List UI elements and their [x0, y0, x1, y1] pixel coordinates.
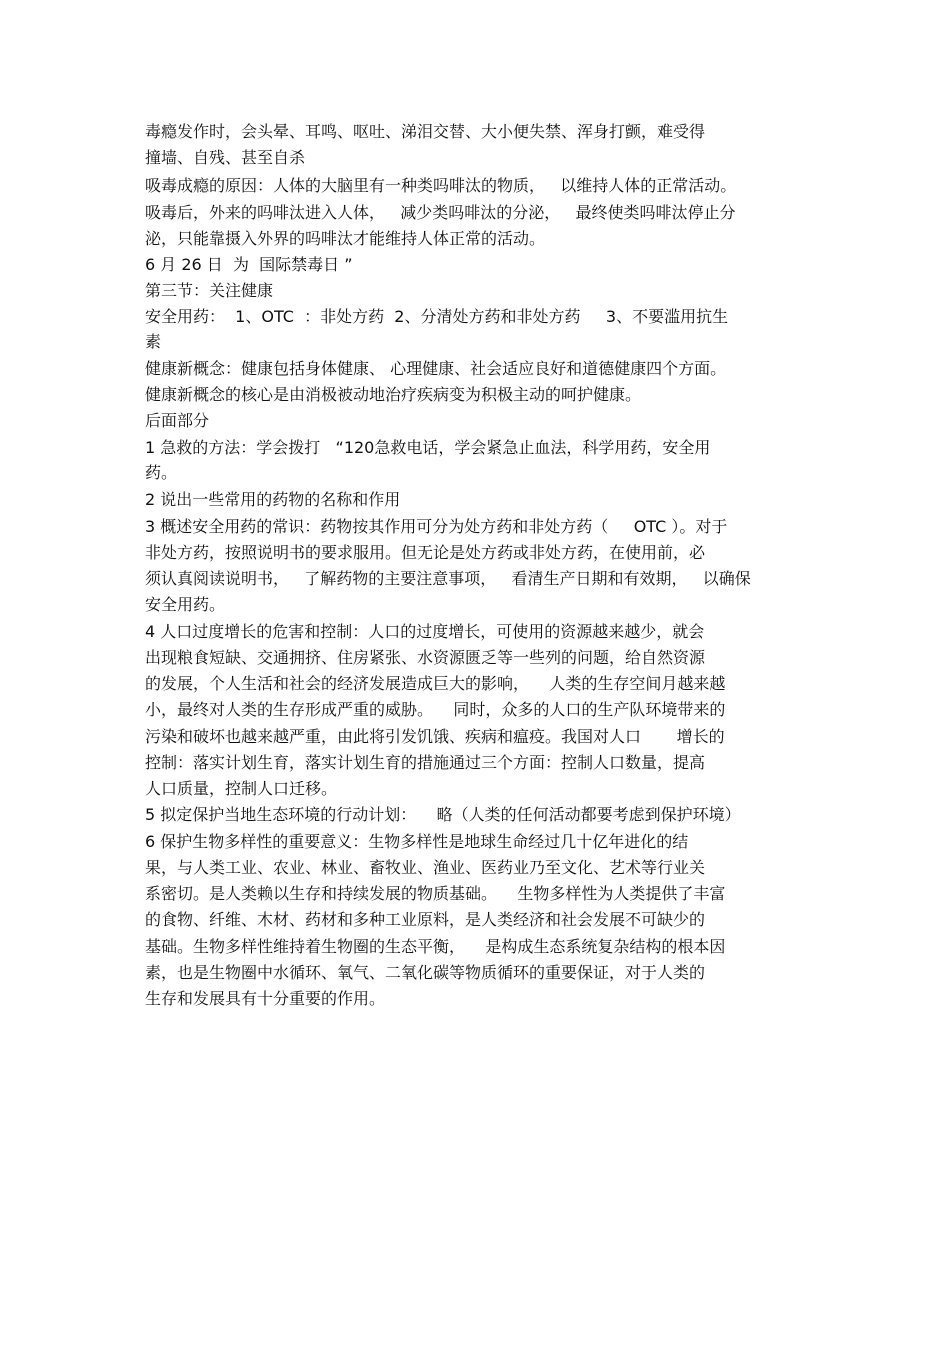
text-line: 健康新概念：健康包括身体健康、 心理健康、社会适应良好和道德健康四个方面。 [145, 359, 727, 378]
text-line: 安全用药。 [145, 595, 226, 614]
text-line: 健康新概念的核心是由消极被动地治疗疾病变为积极主动的呵护健康。 [145, 385, 642, 404]
text-line: 出现粮食短缺、交通拥挤、住房紧张、水资源匮乏等一些列的问题，给自然资源 [145, 648, 706, 667]
text-line: 控制：落实计划生育，落实计划生育的措施通过三个方面：控制人口数量，提高 [145, 753, 706, 772]
text-line: 须认真阅读说明书， 了解药物的主要注意事项， 看清生产日期和有效期， 以确保 [145, 569, 751, 588]
text-line: 系密切。是人类赖以生存和持续发展的物质基础。 生物多样性为人类提供了丰富 [145, 884, 726, 903]
section-heading: 后面部分 [145, 411, 210, 430]
text-line: 2 说出一些常用的药物的名称和作用 [145, 490, 401, 509]
text-line: 3 概述安全用药的常识：药物按其作用可分为处方药和非处方药（ OTC ）。对于 [145, 517, 728, 536]
text-line: 的发展，个人生活和社会的经济发展造成巨大的影响， 人类的生存空间月越来越 [145, 674, 726, 693]
text-line: 的食物、纤维、木材、药材和多种工业原料，是人类经济和社会发展不可缺少的 [145, 910, 706, 929]
text-line: 基础。生物多样性维持着生物圈的生态平衡， 是构成生态系统复杂结构的根本因 [145, 937, 726, 956]
text-line: 毒瘾发作时，会头晕、耳鸣、呕吐、涕泪交替、大小便失禁、浑身打颤，难受得 [145, 122, 706, 141]
text-line: 1 急救的方法：学会拨打 “120急救电话，学会紧急止血法，科学用药，安全用 [145, 438, 711, 457]
section-heading: 第三节：关注健康 [145, 281, 274, 300]
text-line: 小，最终对人类的生存形成严重的威胁。 同时，众多的人口的生产队环境带来的 [145, 700, 726, 719]
text-line: 人口质量，控制人口迁移。 [145, 779, 338, 798]
text-line: 吸毒后，外来的吗啡汰进入人体， 减少类吗啡汰的分泌， 最终使类吗啡汰停止分 [145, 203, 736, 222]
text-line: 4 人口过度增长的危害和控制：人口的过度增长，可使用的资源越来越少，就会 [145, 622, 705, 641]
text-line: 非处方药，按照说明书的要求服用。但无论是处方药或非处方药，在使用前，必 [145, 543, 706, 562]
text-line: 安全用药： 1、OTC ：非处方药 2、分清处方药和非处方药 3、不要滥用抗生 [145, 307, 729, 326]
text-line: 果，与人类工业、农业、林业、畜牧业、渔业、医药业乃至文化、艺术等行业关 [145, 858, 706, 877]
text-line: 吸毒成瘾的原因：人体的大脑里有一种类吗啡汰的物质， 以维持人体的正常活动。 [145, 176, 737, 195]
text-line: 素，也是生物圈中水循环、氧气、二氧化碳等物质循环的重要保证，对于人类的 [145, 963, 706, 982]
text-line: 6 保护生物多样性的重要意义：生物多样性是地球生命经过几十亿年进化的结 [145, 832, 689, 851]
text-line: 6 月 26 日 为 国际禁毒日 ” [145, 255, 353, 274]
text-line: 泌，只能靠摄入外界的吗啡汰才能维持人体正常的活动。 [145, 229, 546, 248]
text-line: 药。 [145, 463, 178, 482]
text-line: 污染和破坏也越来越严重，由此将引发饥饿、疾病和瘟疫。我国对人口 增长的 [145, 727, 725, 746]
text-line: 5 拟定保护当地生态环境的行动计划： 略（人类的任何活动都要考虑到保护环境） [145, 805, 741, 824]
text-line: 素 [145, 332, 162, 351]
text-line: 生存和发展具有十分重要的作用。 [145, 989, 386, 1008]
text-line: 撞墙、自残、甚至自杀 [145, 148, 306, 167]
